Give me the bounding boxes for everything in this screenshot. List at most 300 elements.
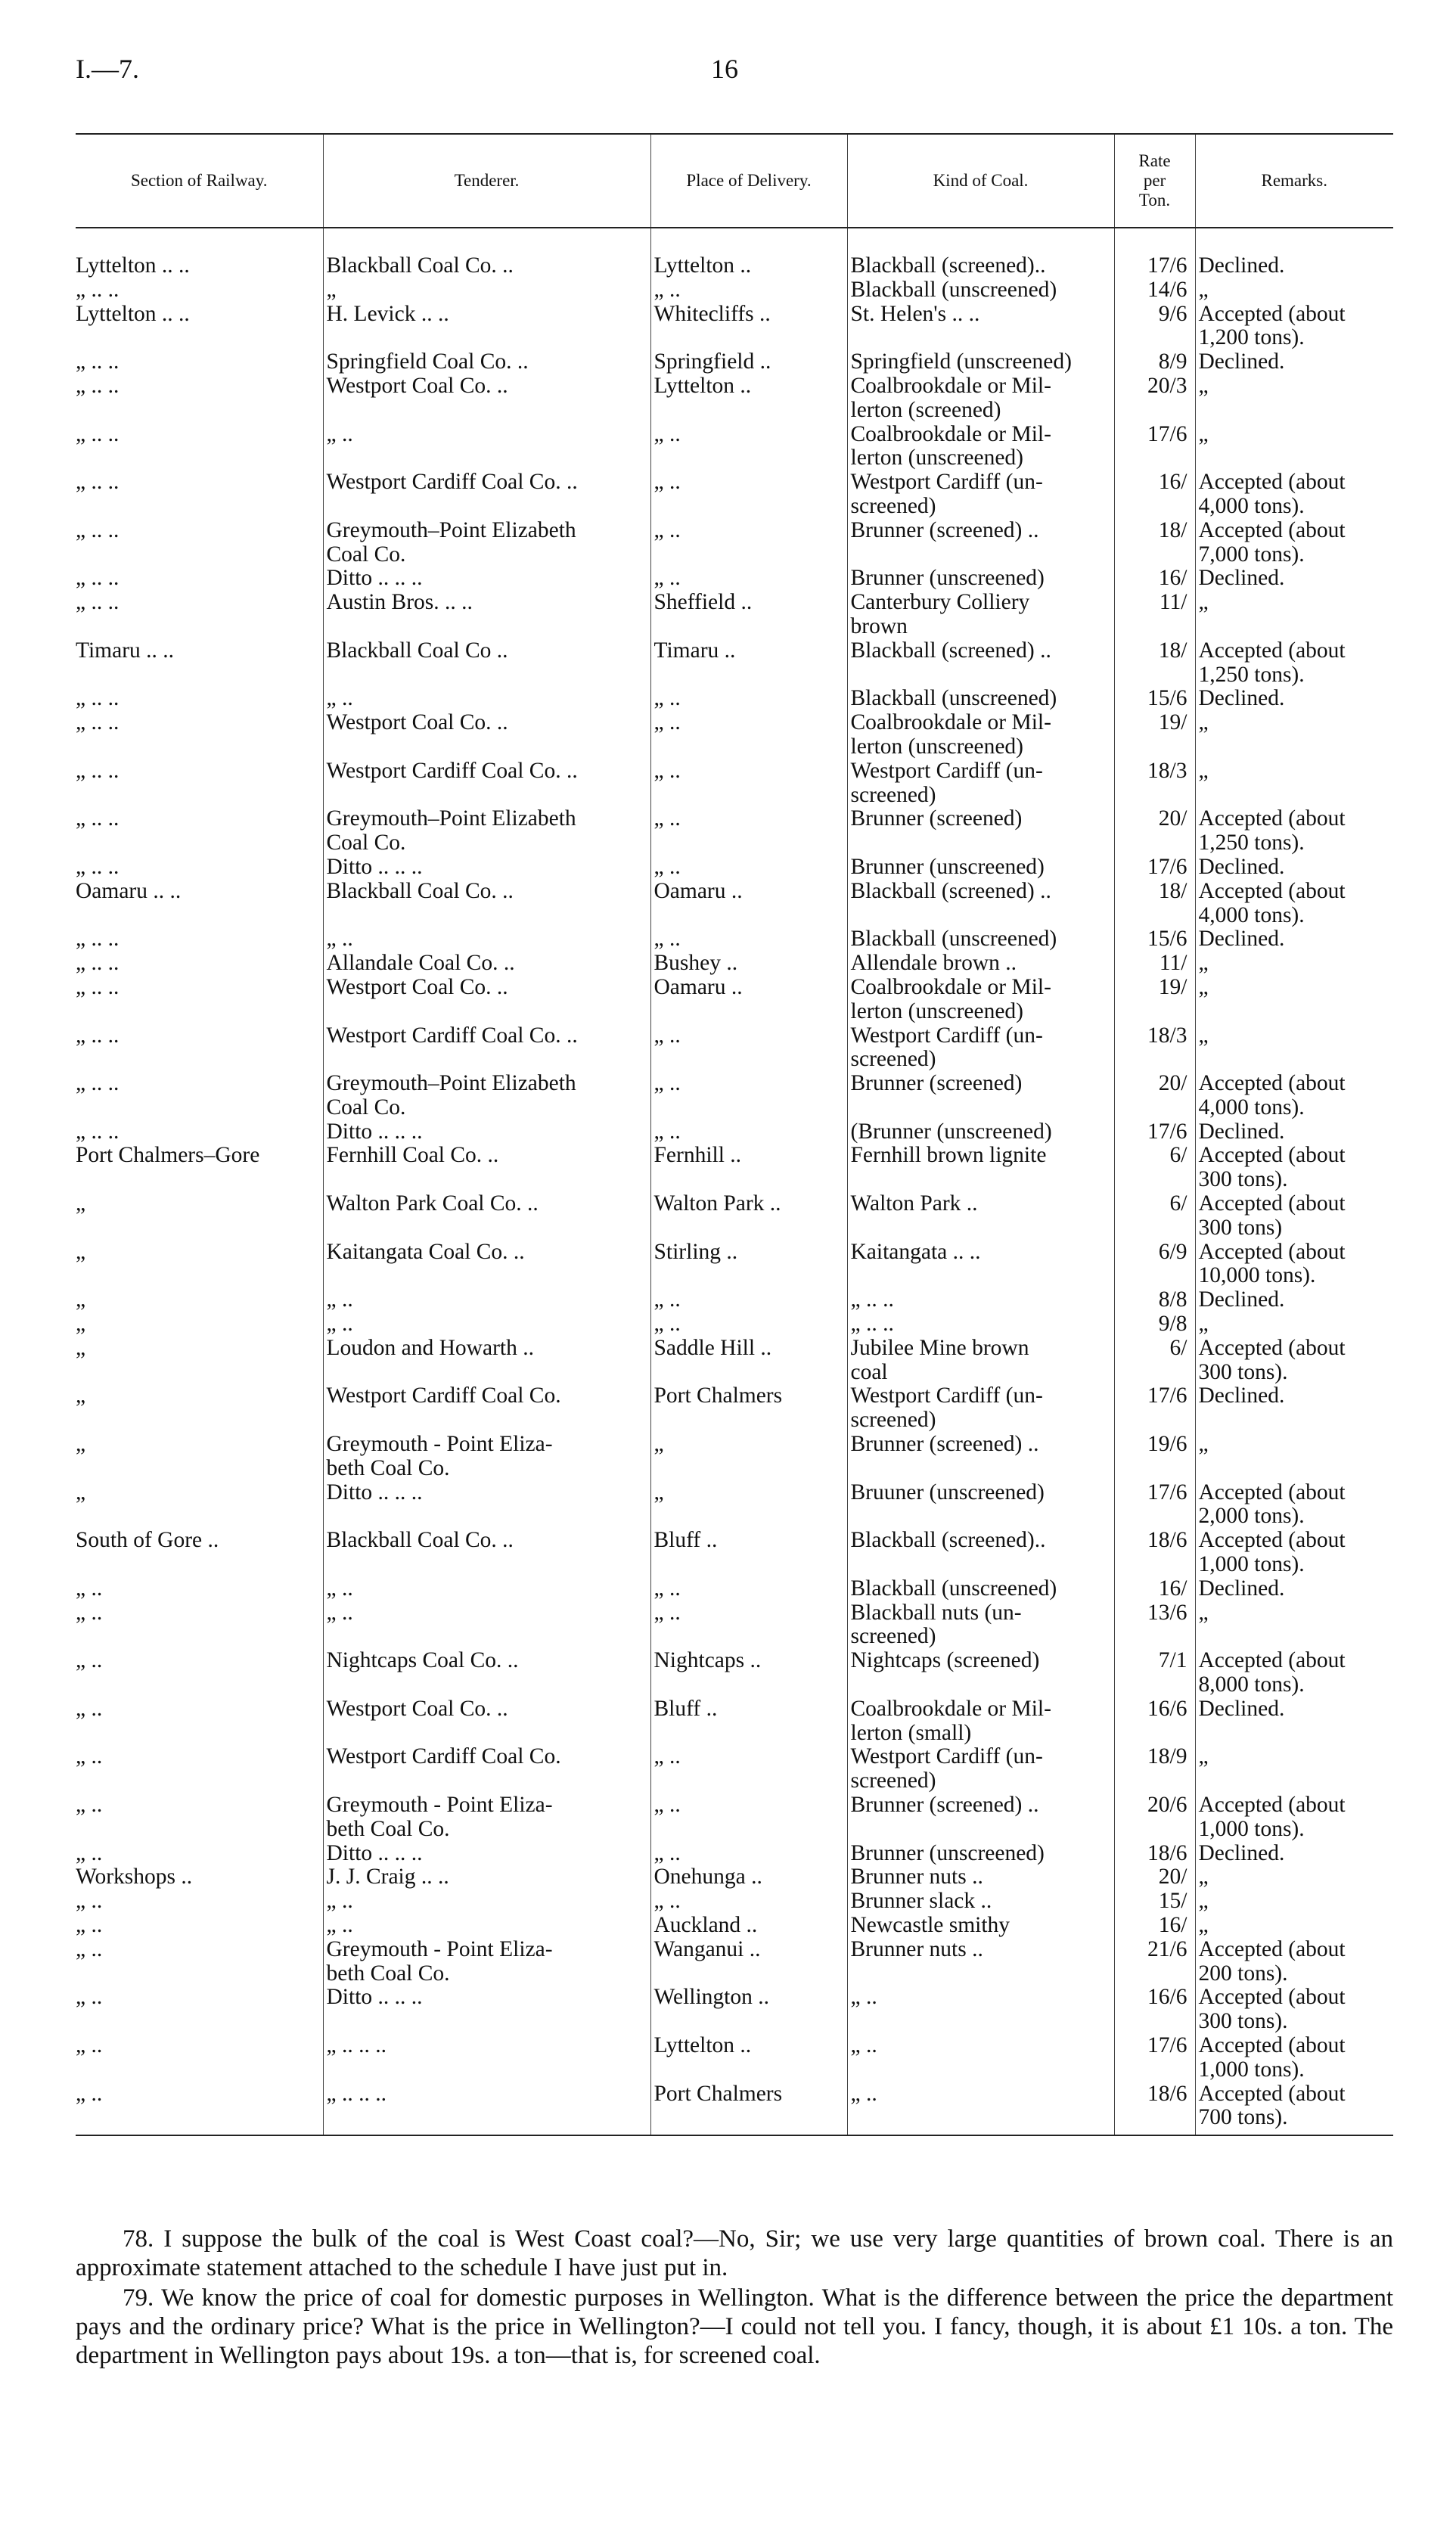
place-cell: „ .. [650, 1577, 847, 1601]
table-row [76, 1890, 1393, 1914]
place-cell: Auckland .. [650, 1914, 847, 1938]
remarks-cell: „ [1195, 1312, 1393, 1337]
tenderer-cell: Westport Cardiff Coal Co. .. [323, 1024, 650, 1073]
tenderer-cell: Blackball Coal Co. .. [323, 1529, 650, 1577]
section-cell: „ .. .. [76, 758, 120, 783]
remarks-cell: Accepted (about 4,000 tons). [1195, 1072, 1393, 1120]
tenderer-cell: Springfield Coal Co. .. [323, 350, 650, 374]
kind-cell: Brunner nuts .. [847, 1938, 1114, 1986]
remarks-cell: „ [1195, 278, 1393, 303]
tenderer-cell: „ .. [323, 1914, 650, 1938]
column-header-remarks: Remarks. [1195, 134, 1393, 228]
rate-cell: 15/6 [1114, 687, 1195, 711]
table-row [76, 1577, 1393, 1601]
tenderer-cell: Westport Cardiff Coal Co. .. [323, 470, 650, 519]
table-row [76, 759, 1393, 808]
tenderer-cell: Greymouth–Point Elizabeth Coal Co. [323, 1072, 650, 1120]
place-cell: Oamaru .. [650, 976, 847, 1024]
kind-cell: Blackball nuts (un- screened) [847, 1601, 1114, 1650]
rate-cell: 17/6 [1114, 856, 1195, 880]
kind-cell: „ .. [847, 2082, 1114, 2136]
section-cell: „ .. .. [76, 710, 120, 735]
kind-cell: Allendale brown .. [847, 952, 1114, 976]
rate-cell: 18/ [1114, 880, 1195, 928]
place-cell: Bluff .. [650, 1529, 847, 1577]
remarks-cell: Accepted (about 1,000 tons). [1195, 1529, 1393, 1577]
section-cell: „ .. [76, 1840, 103, 1865]
kind-cell: Brunner (screened) [847, 807, 1114, 856]
place-cell: „ .. [650, 1745, 847, 1793]
rate-cell: 18/6 [1114, 1842, 1195, 1866]
place-cell: Nightcaps .. [650, 1649, 847, 1697]
tenderer-cell: „ .. [323, 423, 650, 471]
section-cell: „ .. .. [76, 927, 120, 952]
table-row [76, 278, 1393, 303]
table-row [76, 1192, 1393, 1241]
table-row [76, 374, 1393, 423]
tenderer-cell: Blackball Coal Co .. [323, 639, 650, 688]
rate-cell: 20/ [1114, 807, 1195, 856]
remarks-cell: „ [1195, 976, 1393, 1024]
section-cell: „ .. .. [76, 686, 120, 711]
section-cell: „ [76, 1287, 86, 1312]
rate-cell: 17/6 [1114, 1481, 1195, 1529]
table-row [76, 1601, 1393, 1650]
rate-cell: 6/ [1114, 1192, 1195, 1241]
table-row [76, 1938, 1393, 1986]
tenderer-cell: J. J. Craig .. .. [323, 1865, 650, 1890]
place-cell: Timaru .. [650, 639, 847, 688]
tenderer-cell: „ .. [323, 927, 650, 952]
kind-cell: Brunner (screened) [847, 1072, 1114, 1120]
rate-cell: 17/6 [1114, 2034, 1195, 2082]
place-cell: Onehunga .. [650, 1865, 847, 1890]
table-row [76, 1649, 1393, 1697]
tenderer-cell: „ .. .. .. [323, 2034, 650, 2082]
kind-cell: Bruuner (unscreened) [847, 1481, 1114, 1529]
rate-cell: 16/ [1114, 1914, 1195, 1938]
table-row [76, 1842, 1393, 1866]
section-cell: Port Chalmers–Gore [76, 1143, 260, 1168]
table-row [76, 1288, 1393, 1312]
kind-cell: Coalbrookdale or Mil- lerton (unscreened) [847, 423, 1114, 471]
tenderer-cell: Westport Coal Co. .. [323, 1697, 650, 1746]
tenderer-cell: Ditto .. .. .. [323, 1481, 650, 1529]
table-row [76, 2034, 1393, 2082]
section-cell: „ [76, 1432, 86, 1457]
table-row [76, 687, 1393, 711]
remarks-cell: Declined. [1195, 1577, 1393, 1601]
kind-cell: Blackball (unscreened) [847, 687, 1114, 711]
tenderer-cell: Loudon and Howarth .. [323, 1337, 650, 1385]
remarks-cell: Declined. [1195, 228, 1393, 278]
place-cell: Springfield .. [650, 350, 847, 374]
place-cell: „ .. [650, 519, 847, 567]
table-row [76, 856, 1393, 880]
remarks-cell: „ [1195, 759, 1393, 808]
table-row [76, 1793, 1393, 1842]
kind-cell: Blackball (unscreened) [847, 278, 1114, 303]
kind-cell: St. Helen's .. .. [847, 303, 1114, 351]
remarks-cell: „ [1195, 711, 1393, 759]
remarks-cell: „ [1195, 1865, 1393, 1890]
section-cell: „ [76, 1480, 86, 1504]
section-cell: „ [76, 1191, 86, 1216]
tenderer-cell: Blackball Coal Co. .. [323, 228, 650, 278]
place-cell: Port Chalmers [650, 1384, 847, 1433]
place-cell: „ .. [650, 1793, 847, 1842]
tenderer-cell: Greymouth–Point Elizabeth Coal Co. [323, 807, 650, 856]
tenderer-cell: Ditto .. .. .. [323, 567, 650, 591]
section-cell: „ .. [76, 1648, 103, 1673]
place-cell: „ .. [650, 567, 847, 591]
table-row [76, 2082, 1393, 2136]
place-cell: „ .. [650, 1842, 847, 1866]
tenderer-cell: Ditto .. .. .. [323, 1986, 650, 2034]
tenderer-cell: Blackball Coal Co. .. [323, 880, 650, 928]
kind-cell: Blackball (screened).. [847, 1529, 1114, 1577]
place-cell: „ [650, 1481, 847, 1529]
kind-cell: Westport Cardiff (un- screened) [847, 1024, 1114, 1073]
rate-cell: 19/ [1114, 976, 1195, 1024]
rate-cell: 20/ [1114, 1865, 1195, 1890]
tenderer-cell: Westport Coal Co. .. [323, 374, 650, 423]
tenderer-cell: Westport Cardiff Coal Co. [323, 1384, 650, 1433]
place-cell: Stirling .. [650, 1241, 847, 1289]
tenderer-cell: Westport Cardiff Coal Co. .. [323, 759, 650, 808]
rate-cell: 9/8 [1114, 1312, 1195, 1337]
place-cell: „ .. [650, 1120, 847, 1144]
tenderer-cell: Greymouth - Point Eliza- beth Coal Co. [323, 1938, 650, 1986]
place-cell: „ .. [650, 470, 847, 519]
tenderer-cell: „ .. [323, 1288, 650, 1312]
kind-cell: Blackball (unscreened) [847, 927, 1114, 952]
remarks-cell: „ [1195, 1745, 1393, 1793]
table-row [76, 303, 1393, 351]
kind-cell: Brunner nuts .. [847, 1865, 1114, 1890]
remarks-cell: Declined. [1195, 1842, 1393, 1866]
remarks-cell: Declined. [1195, 567, 1393, 591]
section-cell: „ .. [76, 1696, 103, 1721]
tenderer-cell: „ .. [323, 1601, 650, 1650]
section-cell: „ .. .. [76, 951, 120, 976]
place-cell: Oamaru .. [650, 880, 847, 928]
remarks-cell: Accepted (about 4,000 tons). [1195, 470, 1393, 519]
remarks-cell: Accepted (about 300 tons). [1195, 1144, 1393, 1192]
rate-cell: 9/6 [1114, 303, 1195, 351]
kind-cell: „ .. [847, 2034, 1114, 2082]
paragraph-78: 78. I suppose the bulk of the coal is West Coast coal?—No, Sir; we use very large quantities of brown coal. There is an approximate statement attached to the schedule I have just put in. [76, 2225, 1393, 2281]
rate-cell: 20/3 [1114, 374, 1195, 423]
table-body [76, 228, 1393, 2135]
table-row [76, 1072, 1393, 1120]
rate-cell: 15/ [1114, 1890, 1195, 1914]
table-row [76, 1914, 1393, 1938]
rate-cell: 20/ [1114, 1072, 1195, 1120]
remarks-cell: Accepted (about 300 tons) [1195, 1192, 1393, 1241]
place-cell: Saddle Hill .. [650, 1337, 847, 1385]
rate-cell: 16/6 [1114, 1697, 1195, 1746]
rate-cell: 18/6 [1114, 2082, 1195, 2136]
table-row [76, 1384, 1393, 1433]
tenderer-cell: Ditto .. .. .. [323, 1120, 650, 1144]
section-cell: „ .. [76, 1600, 103, 1625]
kind-cell: Westport Cardiff (un- screened) [847, 1745, 1114, 1793]
section-cell: Lyttelton .. .. [76, 253, 190, 278]
remarks-cell: Accepted (about 4,000 tons). [1195, 880, 1393, 928]
remarks-cell: Declined. [1195, 1120, 1393, 1144]
table-row [76, 1120, 1393, 1144]
section-cell: Oamaru .. .. [76, 878, 182, 903]
kind-cell: Brunner (screened) .. [847, 519, 1114, 567]
table-row [76, 711, 1393, 759]
kind-cell: Blackball (screened) .. [847, 880, 1114, 928]
remarks-cell: Declined. [1195, 687, 1393, 711]
remarks-cell: Accepted (about 300 tons). [1195, 1986, 1393, 2034]
table-row [76, 591, 1393, 639]
table-row [76, 952, 1393, 976]
section-cell: „ .. [76, 1576, 103, 1601]
table-row [76, 976, 1393, 1024]
rate-cell: 17/6 [1114, 1384, 1195, 1433]
rate-header-text: Rate per Ton. [1138, 151, 1171, 210]
kind-cell: Brunner (screened) .. [847, 1433, 1114, 1481]
section-cell: „ .. .. [76, 421, 120, 446]
rate-cell: 7/1 [1114, 1649, 1195, 1697]
rate-cell: 17/6 [1114, 1120, 1195, 1144]
remarks-cell: „ [1195, 952, 1393, 976]
section-cell: „ .. [76, 1936, 103, 1961]
place-cell: „ .. [650, 1601, 847, 1650]
place-cell: Lyttelton .. [650, 228, 847, 278]
rate-cell: 16/6 [1114, 1986, 1195, 2034]
section-cell: „ .. .. [76, 349, 120, 374]
kind-cell: Blackball (screened).. [847, 228, 1114, 278]
table-row [76, 519, 1393, 567]
remarks-cell: „ [1195, 1890, 1393, 1914]
tenderer-cell: Austin Bros. .. .. [323, 591, 650, 639]
rate-cell: 6/ [1114, 1337, 1195, 1385]
table-header-row [76, 134, 1393, 228]
place-cell: Fernhill .. [650, 1144, 847, 1192]
section-cell: South of Gore .. [76, 1528, 219, 1553]
rate-cell: 18/6 [1114, 1529, 1195, 1577]
table-row [76, 880, 1393, 928]
tenderer-cell: „ .. [323, 1577, 650, 1601]
rate-cell: 16/ [1114, 1577, 1195, 1601]
remarks-cell: Declined. [1195, 350, 1393, 374]
table-row [76, 228, 1393, 278]
table-row [76, 1745, 1393, 1793]
kind-cell: Brunner (unscreened) [847, 1842, 1114, 1866]
table-row [76, 1433, 1393, 1481]
rate-cell: 18/3 [1114, 759, 1195, 808]
remarks-cell: Declined. [1195, 927, 1393, 952]
remarks-cell: Accepted (about 1,000 tons). [1195, 1793, 1393, 1842]
table-row [76, 1529, 1393, 1577]
section-cell: „ .. .. [76, 1071, 120, 1096]
remarks-cell: „ [1195, 1914, 1393, 1938]
kind-cell: Newcastle smithy [847, 1914, 1114, 1938]
kind-cell: Brunner slack .. [847, 1890, 1114, 1914]
section-cell: „ .. .. [76, 1023, 120, 1048]
remarks-cell: „ [1195, 374, 1393, 423]
remarks-cell: Accepted (about 1,250 tons). [1195, 807, 1393, 856]
place-cell: Port Chalmers [650, 2082, 847, 2136]
kind-cell: „ .. .. [847, 1288, 1114, 1312]
kind-cell: Westport Cardiff (un- screened) [847, 1384, 1114, 1433]
place-cell: „ .. [650, 278, 847, 303]
table-row [76, 927, 1393, 952]
table-row [76, 1865, 1393, 1890]
table-row [76, 807, 1393, 856]
rate-cell: 14/6 [1114, 278, 1195, 303]
page-number: 16 [711, 54, 738, 84]
section-cell: „ .. [76, 1912, 103, 1937]
place-cell: „ [650, 1433, 847, 1481]
kind-cell: Westport Cardiff (un- screened) [847, 470, 1114, 519]
rate-cell: 11/ [1114, 591, 1195, 639]
rate-cell: 13/6 [1114, 1601, 1195, 1650]
section-cell: „ .. [76, 1793, 103, 1817]
table-row [76, 1697, 1393, 1746]
section-cell: „ .. [76, 1744, 103, 1769]
place-cell: „ .. [650, 1890, 847, 1914]
table-row [76, 1144, 1393, 1192]
kind-cell: Kaitangata .. .. [847, 1241, 1114, 1289]
tenderer-cell: Walton Park Coal Co. .. [323, 1192, 650, 1241]
section-cell: „ .. .. [76, 277, 120, 302]
remarks-cell: „ [1195, 1024, 1393, 1073]
rate-cell: 18/3 [1114, 1024, 1195, 1073]
place-cell: Bluff .. [650, 1697, 847, 1746]
remarks-cell: Accepted (about 10,000 tons). [1195, 1241, 1393, 1289]
remarks-cell: „ [1195, 1433, 1393, 1481]
tenderer-cell: Ditto .. .. .. [323, 856, 650, 880]
remarks-cell: „ [1195, 423, 1393, 471]
remarks-cell: Accepted (about 200 tons). [1195, 1938, 1393, 1986]
rate-cell: 18/9 [1114, 1745, 1195, 1793]
rate-cell: 18/ [1114, 519, 1195, 567]
tenderer-cell: Westport Coal Co. .. [323, 711, 650, 759]
document-reference: I.—7. [76, 54, 139, 84]
column-header-kind: Kind of Coal. [847, 134, 1114, 228]
place-cell: Lyttelton .. [650, 374, 847, 423]
place-cell: Whitecliffs .. [650, 303, 847, 351]
remarks-cell: Accepted (about 300 tons). [1195, 1337, 1393, 1385]
remarks-cell: Declined. [1195, 856, 1393, 880]
rate-cell: 6/ [1114, 1144, 1195, 1192]
kind-cell: Springfield (unscreened) [847, 350, 1114, 374]
place-cell: Bushey .. [650, 952, 847, 976]
tenderer-cell: „ [323, 278, 650, 303]
table-row [76, 1241, 1393, 1289]
section-cell: Lyttelton .. .. [76, 301, 190, 326]
section-cell: „ .. [76, 1889, 103, 1914]
section-cell: „ .. .. [76, 373, 120, 398]
table-row [76, 639, 1393, 688]
kind-cell: Brunner (unscreened) [847, 567, 1114, 591]
place-cell: „ .. [650, 807, 847, 856]
rate-cell: 11/ [1114, 952, 1195, 976]
place-cell: „ .. [650, 1288, 847, 1312]
kind-cell: Coalbrookdale or Mil- lerton (small) [847, 1697, 1114, 1746]
kind-cell: Jubilee Mine brown coal [847, 1337, 1114, 1385]
rate-cell: 18/ [1114, 639, 1195, 688]
column-header-place: Place of Delivery. [650, 134, 847, 228]
section-cell: „ .. .. [76, 806, 120, 831]
remarks-cell: Declined. [1195, 1288, 1393, 1312]
tenderer-cell: „ .. .. .. [323, 2082, 650, 2136]
table-row [76, 567, 1393, 591]
tenderer-cell: Kaitangata Coal Co. .. [323, 1241, 650, 1289]
remarks-cell: Accepted (about 700 tons). [1195, 2082, 1393, 2136]
tenderer-cell: „ .. [323, 1890, 650, 1914]
remarks-cell: Accepted (about 1,250 tons). [1195, 639, 1393, 688]
column-header-tenderer: Tenderer. [323, 134, 650, 228]
kind-cell: (Brunner (unscreened) [847, 1120, 1114, 1144]
coal-tenders-table-container [76, 133, 1393, 2136]
rate-cell: 21/6 [1114, 1938, 1195, 1986]
place-cell: „ .. [650, 856, 847, 880]
remarks-cell: Accepted (about 7,000 tons). [1195, 519, 1393, 567]
kind-cell: Walton Park .. [847, 1192, 1114, 1241]
rate-cell: 19/6 [1114, 1433, 1195, 1481]
section-cell: „ [76, 1239, 86, 1264]
tenderer-cell: Greymouth–Point Elizabeth Coal Co. [323, 519, 650, 567]
remarks-cell: Declined. [1195, 1697, 1393, 1746]
table-row [76, 1986, 1393, 2034]
remarks-cell: Declined. [1195, 1384, 1393, 1433]
kind-cell: Nightcaps (screened) [847, 1649, 1114, 1697]
remarks-cell: Accepted (about 2,000 tons). [1195, 1481, 1393, 1529]
section-cell: „ .. [76, 2082, 323, 2136]
section-cell: „ [76, 1312, 86, 1337]
place-cell: „ .. [650, 1024, 847, 1073]
table-row [76, 1337, 1393, 1385]
tenderer-cell: „ .. [323, 687, 650, 711]
rate-cell: 17/6 [1114, 423, 1195, 471]
kind-cell: Westport Cardiff (un- screened) [847, 759, 1114, 808]
place-cell: „ .. [650, 927, 847, 952]
remarks-cell: Accepted (about 1,200 tons). [1195, 303, 1393, 351]
place-cell: Wanganui .. [650, 1938, 847, 1986]
rate-cell: 19/ [1114, 711, 1195, 759]
tenderer-cell: Ditto .. .. .. [323, 1842, 650, 1866]
remarks-cell: Accepted (about 8,000 tons). [1195, 1649, 1393, 1697]
place-cell: „ .. [650, 687, 847, 711]
remarks-cell: Accepted (about 1,000 tons). [1195, 2034, 1393, 2082]
section-cell: „ .. .. [76, 1119, 120, 1144]
rate-cell: 6/9 [1114, 1241, 1195, 1289]
rate-cell: 8/9 [1114, 350, 1195, 374]
place-cell: „ .. [650, 1072, 847, 1120]
place-cell: Wellington .. [650, 1986, 847, 2034]
section-cell: Timaru .. .. [76, 638, 175, 663]
kind-cell: Coalbrookdale or Mil- lerton (unscreened) [847, 976, 1114, 1024]
section-cell: „ .. .. [76, 974, 120, 999]
paragraph-79: 79. We know the price of coal for domestic purposes in Wellington. What is the difference between the price the department pays and the ordinary price? What is the price in Wellington?—I could not tell you. I fancy, though, it is about £1 10s. a ton. The department in Wellington pays about 19s. a ton—that is, for screened coal. [76, 2284, 1393, 2369]
column-header-section: Section of Railway. [76, 134, 323, 228]
rate-cell: 17/6 [1114, 228, 1195, 278]
kind-cell: Canterbury Colliery brown [847, 591, 1114, 639]
rate-cell: 16/ [1114, 567, 1195, 591]
section-cell: „ .. [76, 2032, 103, 2057]
place-cell: „ .. [650, 1312, 847, 1337]
place-cell: Lyttelton .. [650, 2034, 847, 2082]
tenderer-cell: Nightcaps Coal Co. .. [323, 1649, 650, 1697]
kind-cell: Brunner (unscreened) [847, 856, 1114, 880]
